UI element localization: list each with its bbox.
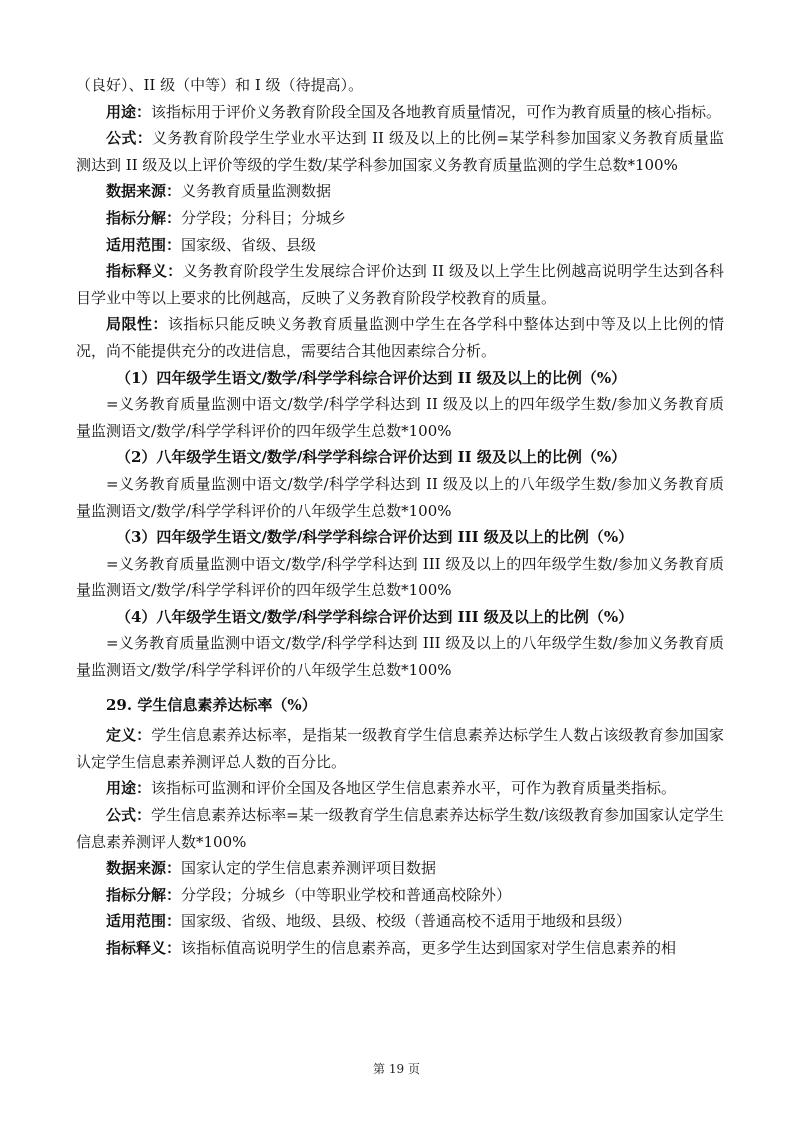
sub-item-heading-1: （1）四年级学生语文/数学/科学学科综合评价达到 II 级及以上的比例（%） [116, 368, 627, 387]
sub-item-formula-4: =义务教育质量监测中语文/数学/科学学科达到 III 级及以上的八年级学生数/参加义务教育质量监测语文/数学/科学学科评价的八年级学生总数*100% [76, 634, 724, 680]
field-text: 分学段；分科目；分城乡 [181, 208, 347, 227]
sub-item-formula-3: =义务教育质量监测中语文/数学/科学学科达到 III 级及以上的四年级学生数/参加义务教育质量监测语文/数学/科学学科评价的四年级学生总数*100% [76, 554, 724, 600]
field-text: 义务教育质量监测数据 [181, 182, 332, 201]
field-label: 公式： [106, 129, 153, 148]
paragraph-limitations [76, 311, 724, 364]
field-text: 学生信息素养达标率，是指某一级教育学生信息素养达标学生人数占该级教育参加国家认定学生信息素养测评总人数的百分比。 [76, 726, 724, 771]
field-text: 该指标可监测和评价全国及各地区学生信息素养水平，可作为教育质量类指标。 [151, 779, 677, 798]
page-content [76, 72, 724, 962]
paragraph-text: （良好）、II 级（中等）和 I 级（待提高）。 [76, 76, 364, 94]
field-label: 数据来源： [106, 182, 182, 201]
sub-item-heading-2: （2）八年级学生语文/数学/科学学科综合评价达到 II 级及以上的比例（%） [116, 448, 627, 467]
field-label: 指标分解： [106, 885, 182, 904]
s29-definition [76, 722, 724, 775]
s29-breakdown [76, 882, 724, 909]
paragraph-data-source [76, 178, 724, 205]
field-label: 适用范围： [106, 235, 182, 254]
s29-scope [76, 908, 724, 935]
s29-usage [76, 775, 724, 802]
field-label: 数据来源： [106, 859, 182, 878]
field-label: 局限性： [106, 315, 168, 334]
s29-interpretation [76, 935, 724, 962]
sub-item-formula-1: =义务教育质量监测中语文/数学/科学学科达到 II 级及以上的四年级学生数/参加义务教育质量监测语文/数学/科学学科评价的四年级学生总数*100% [76, 395, 724, 440]
field-text: 义务教育阶段学生学业水平达到 II 级及以上的比例=某学科参加国家义务教育质量监测达到 II 级及以上评价等级的学生数/某学科参加国家义务教育质量监测的学生总数*100% [76, 129, 724, 174]
field-label: 适用范围： [106, 912, 182, 931]
field-label: 用途： [106, 779, 152, 798]
paragraph-scope [76, 232, 724, 259]
field-label: 公式： [106, 806, 152, 825]
field-text: 该指标值高说明学生的信息素养高，更多学生达到国家对学生信息素养的相 [181, 939, 677, 957]
field-text: 该指标用于评价义务教育阶段全国及各地教育质量情况，可作为教育质量的核心指标。 [151, 102, 722, 121]
field-text: 国家级、省级、地级、县级、校级（普通高校不适用于地级和县级） [181, 912, 632, 931]
paragraph-continuation [76, 72, 724, 99]
section-heading: 29. 学生信息素养达标率（%） [106, 695, 317, 714]
sub-item-heading-3: （3）四年级学生语文/数学/科学学科综合评价达到 III 级及以上的比例（%） [116, 528, 634, 547]
paragraph-interpretation [76, 258, 724, 311]
field-text: 该指标只能反映义务教育质量监测中学生在各学科中整体达到中等及以上比例的情况，尚不能提供充分的改进信息，需要结合其他因素综合分析。 [76, 315, 724, 360]
s29-formula [76, 802, 724, 855]
paragraph-formula [76, 125, 724, 178]
field-label: 用途： [106, 102, 152, 121]
sub-item-heading-4: （4）八年级学生语文/数学/科学学科综合评价达到 III 级及以上的比例（%） [116, 607, 634, 626]
paragraph-breakdown [76, 205, 724, 232]
page-number: 第 19 页 [373, 1062, 420, 1076]
paragraph-usage [76, 99, 724, 126]
field-text: 学生信息素养达标率=某一级教育学生信息素养达标学生数/该级教育参加国家认定学生信息素养测评人数*100% [76, 806, 724, 851]
field-text: 国家认定的学生信息素养测评项目数据 [181, 859, 437, 878]
field-label: 定义： [106, 726, 152, 745]
sub-item-formula-2: =义务教育质量监测中语文/数学/科学学科达到 II 级及以上的八年级学生数/参加义务教育质量监测语文/数学/科学学科评价的八年级学生总数*100% [76, 474, 724, 520]
field-label: 指标释义： [106, 939, 182, 957]
field-text: 分学段；分城乡（中等职业学校和普通高校除外） [181, 885, 512, 904]
field-label: 指标分解： [106, 208, 182, 227]
s29-data-source [76, 855, 724, 882]
field-text: 国家级、省级、县级 [181, 235, 317, 254]
field-text: 义务教育阶段学生发展综合评价达到 II 级及以上学生比例越高说明学生达到各科目学业中等以上要求的比例越高，反映了义务教育阶段学校教育的质量。 [76, 262, 724, 307]
field-label: 指标释义： [106, 262, 183, 281]
